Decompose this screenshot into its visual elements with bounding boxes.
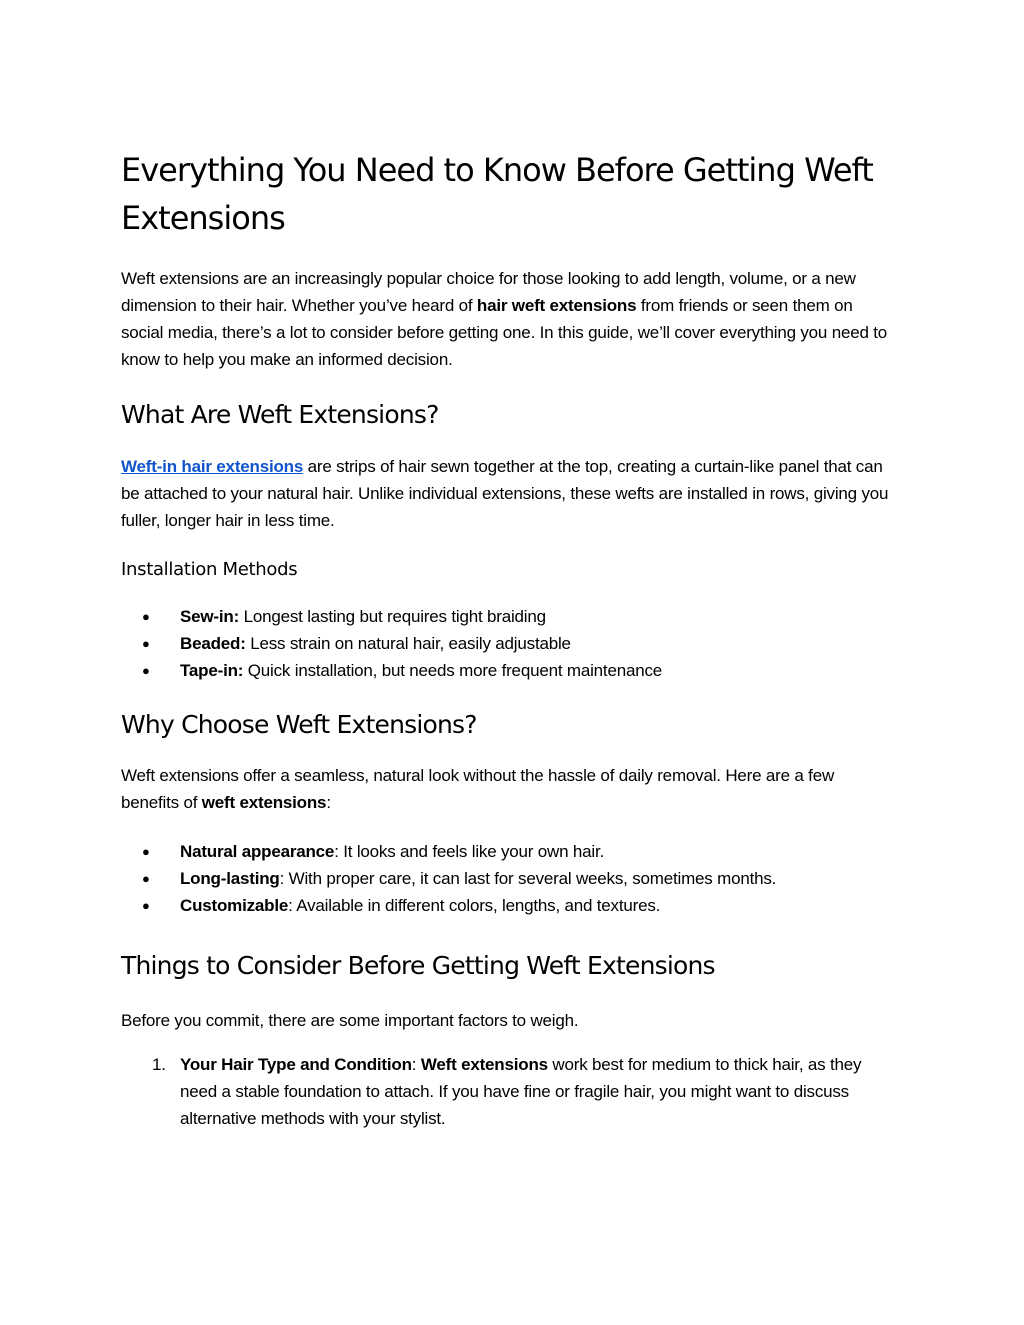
list-item-text: work best for medium to thick hair, as they need a stable foundation to attach. If you have fine or fragile hair, you might want to discuss alternative methods with your stylist. (180, 1055, 862, 1128)
list-item-label: Long-lasting (180, 869, 280, 888)
bullet-icon: ● (142, 609, 150, 624)
list-item-label: Customizable (180, 896, 289, 915)
section2-text-2: : (326, 793, 331, 812)
section-heading-what-are: What Are Weft Extensions? (121, 400, 439, 429)
list-item-text: : Available in different colors, lengths, and textures. (288, 896, 661, 915)
page-title: Everything You Need to Know Before Getting Weft Extensions (121, 151, 873, 237)
list-item (121, 865, 896, 892)
list-item-label: Tape-in: (180, 661, 244, 680)
section2-paragraph (121, 762, 896, 816)
section2-bold: weft extensions (201, 793, 327, 812)
list-item-text: Less strain on natural hair, easily adjustable (245, 634, 571, 653)
list-item (121, 838, 896, 865)
list-item-separator: : (411, 1055, 421, 1074)
list-number: 1. (152, 1055, 166, 1074)
section2-text-1: Weft extensions offer a seamless, natural look without the hassle of daily removal. Here are a few benefits of (121, 766, 835, 812)
section1-body: are strips of hair sewn together at the top, creating a curtain-like panel that can be attached to your natural hair. Unlike individual extensions, these wefts are installed in rows, giving you fuller, longer hair in less time. (121, 457, 889, 530)
bullet-icon: ● (142, 844, 150, 859)
section1-paragraph (121, 453, 896, 534)
list-item-label: Sew-in: (180, 607, 240, 626)
list-item-label: Your Hair Type and Condition (180, 1055, 412, 1074)
list-item (121, 1051, 896, 1132)
list-item-text: : With proper care, it can last for several weeks, sometimes months. (279, 869, 777, 888)
list-item-label: Natural appearance (180, 842, 335, 861)
bullet-icon: ● (142, 636, 150, 651)
list-item-label: Beaded: (180, 634, 246, 653)
bullet-icon: ● (142, 663, 150, 678)
list-item-text: : It looks and feels like your own hair. (334, 842, 605, 861)
list-item (121, 630, 896, 657)
bullet-icon: ● (142, 871, 150, 886)
bullet-icon: ● (142, 898, 150, 913)
intro-paragraph (121, 265, 896, 373)
list-item (121, 603, 896, 630)
list-item (121, 892, 896, 919)
list-item-text: Quick installation, but needs more frequent maintenance (243, 661, 663, 680)
considerations-list (121, 1051, 896, 1132)
section-heading-things-to-consider: Things to Consider Before Getting Weft Extensions (121, 951, 715, 980)
list-item (121, 657, 896, 684)
weft-in-link[interactable]: Weft-in hair extensions (121, 457, 304, 476)
list-item-text: Longest lasting but requires tight braiding (239, 607, 546, 626)
section-heading-why-choose: Why Choose Weft Extensions? (121, 710, 477, 739)
list-item-bold: Weft extensions (420, 1055, 548, 1074)
benefits-list (121, 838, 896, 919)
section3-intro: Before you commit, there are some important factors to weigh. (121, 1011, 579, 1030)
intro-text-2: from friends or seen them on social media, there’s a lot to consider before getting one. In this guide, we’ll cover everything you need to know to help you make an informed decision. (121, 296, 888, 369)
installation-methods-list (121, 603, 896, 684)
intro-text-1: Weft extensions are an increasingly popular choice for those looking to add length, volume, or a new dimension to their hair. Whether you’ve heard of (121, 269, 856, 315)
intro-bold: hair weft extensions (476, 296, 637, 315)
subheading-installation-methods: Installation Methods (121, 559, 298, 580)
